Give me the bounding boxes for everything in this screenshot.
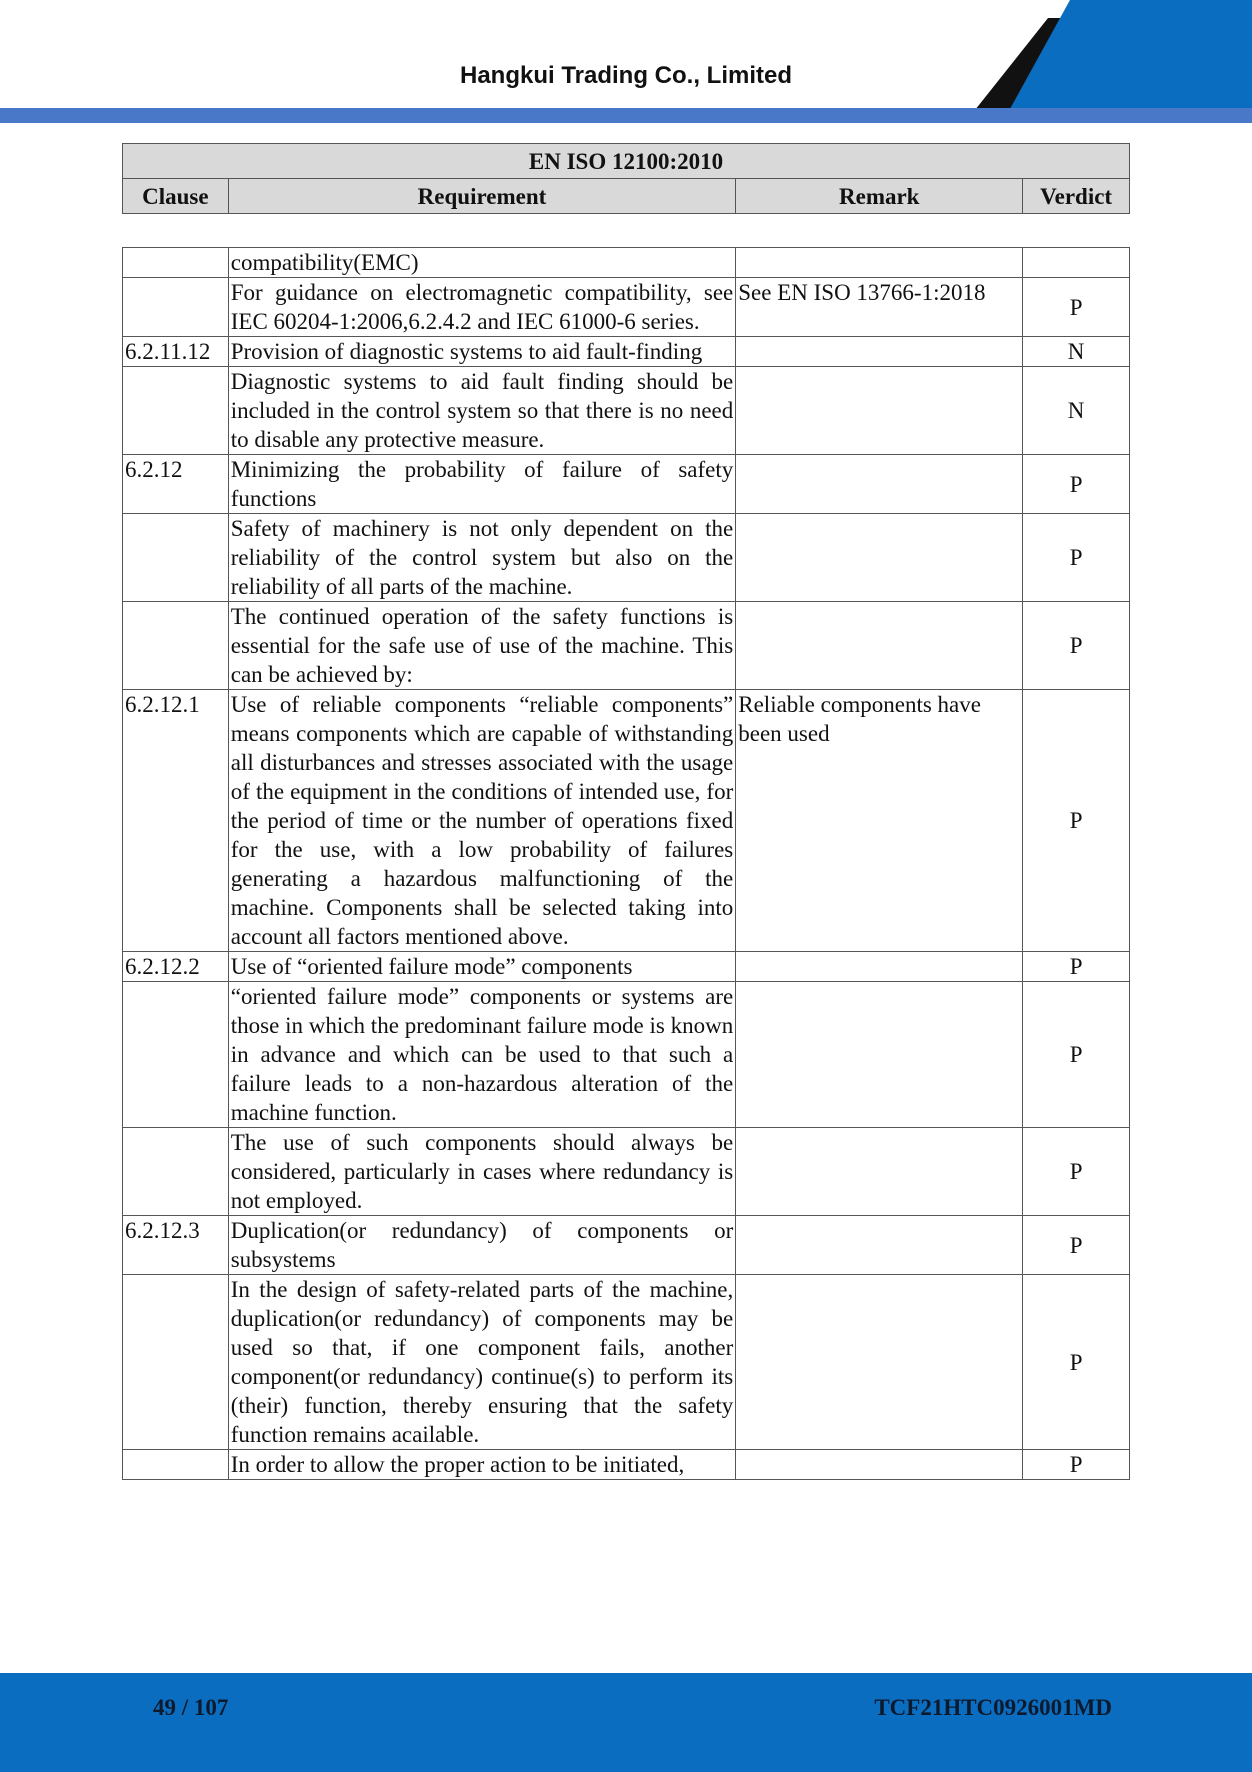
header-blue-block: [1005, 0, 1252, 118]
remark-cell: Reliable components have been used: [736, 690, 1023, 952]
verdict-cell: P: [1023, 690, 1130, 952]
requirement-cell: For guidance on electromagnetic compatibility, see IEC 60204-1:2006,6.2.4.2 and IEC 61000-6 series.: [228, 278, 736, 337]
verdict-cell: P: [1023, 602, 1130, 690]
verdict-cell: P: [1023, 1275, 1130, 1450]
clause-cell: 6.2.12.1: [123, 690, 229, 952]
column-header-requirement: Requirement: [228, 179, 736, 214]
clause-cell: [123, 1275, 229, 1450]
verdict-cell: N: [1023, 367, 1130, 455]
verdict-cell: P: [1023, 952, 1130, 982]
verdict-cell: P: [1023, 514, 1130, 602]
company-name: Hangkui Trading Co., Limited: [459, 62, 792, 89]
clause-cell: [123, 982, 229, 1128]
table-row: [123, 1128, 1130, 1216]
table-row: [123, 1275, 1130, 1450]
verdict-cell: N: [1023, 337, 1130, 367]
remark-cell: [736, 1450, 1023, 1480]
standard-title: EN ISO 12100:2010: [123, 144, 1130, 179]
remark-cell: [736, 1128, 1023, 1216]
requirement-cell: In the design of safety-related parts of the machine, duplication(or redundancy) of components may be used so that, if one component fails, another component(or redundancy) continue(s) to perform its (their) function, thereby ensuring that the safety function remains acailable.: [228, 1275, 736, 1450]
remark-cell: [736, 602, 1023, 690]
table-row: [123, 455, 1130, 514]
remark-cell: [736, 1216, 1023, 1275]
clause-cell: 6.2.11.12: [123, 337, 229, 367]
clause-cell: [123, 602, 229, 690]
remark-cell: [736, 952, 1023, 982]
verdict-cell: P: [1023, 455, 1130, 514]
clause-cell: 6.2.12.2: [123, 952, 229, 982]
table-row: [123, 690, 1130, 952]
remark-cell: [736, 455, 1023, 514]
clause-cell: [123, 367, 229, 455]
clause-cell: 6.2.12: [123, 455, 229, 514]
table-row: [123, 337, 1130, 367]
column-header-remark: Remark: [736, 179, 1023, 214]
verdict-cell: P: [1023, 1450, 1130, 1480]
verdict-cell: [1023, 248, 1130, 278]
page-number: 49 / 107: [153, 1695, 229, 1720]
remark-cell: [736, 367, 1023, 455]
page-header: [0, 0, 1252, 125]
requirement-cell: In order to allow the proper action to be initiated,: [228, 1450, 736, 1480]
requirement-cell: Provision of diagnostic systems to aid fault-finding: [228, 337, 736, 367]
remark-cell: [736, 982, 1023, 1128]
remark-cell: [736, 337, 1023, 367]
requirement-cell: Minimizing the probability of failure of safety functions: [228, 455, 736, 514]
verdict-cell: P: [1023, 1128, 1130, 1216]
clause-cell: [123, 248, 229, 278]
table-row: [123, 1216, 1130, 1275]
table-row: [123, 514, 1130, 602]
requirement-cell: “oriented failure mode” components or systems are those in which the predominant failure mode is known in advance and which can be used to that such a failure leads to a non-hazardous alteration of the machine function.: [228, 982, 736, 1128]
requirement-cell: Use of reliable components “reliable components” means components which are capable of withstanding all disturbances and stresses associated with the usage of the equipment in the conditions of intended use, for the period of time or the number of operations fixed for the use, with a low probability of failures generating a hazardous malfunctioning of the machine. Components shall be selected taking into account all factors mentioned above.: [228, 690, 736, 952]
remark-cell: [736, 1275, 1023, 1450]
verdict-cell: P: [1023, 278, 1130, 337]
table-row: [123, 1450, 1130, 1480]
table-row: [123, 952, 1130, 982]
remark-cell: See EN ISO 13766-1:2018: [736, 278, 1023, 337]
clause-cell: [123, 278, 229, 337]
clause-cell: [123, 1128, 229, 1216]
table-row: [123, 248, 1130, 278]
table-row: [123, 278, 1130, 337]
table-row: [123, 602, 1130, 690]
requirement-cell: The use of such components should always be considered, particularly in cases where redundancy is not employed.: [228, 1128, 736, 1216]
table-body: [123, 248, 1130, 1480]
requirement-cell: compatibility(EMC): [228, 248, 736, 278]
requirement-cell: Duplication(or redundancy) of components or subsystems: [228, 1216, 736, 1275]
clause-cell: 6.2.12.3: [123, 1216, 229, 1275]
verdict-cell: P: [1023, 1216, 1130, 1275]
report-number: TCF21HTC0926001MD: [874, 1695, 1112, 1720]
clause-cell: [123, 1450, 229, 1480]
remark-cell: [736, 248, 1023, 278]
requirement-cell: Safety of machinery is not only dependent on the reliability of the control system but also on the reliability of all parts of the machine.: [228, 514, 736, 602]
table-row: [123, 367, 1130, 455]
requirement-cell: Diagnostic systems to aid fault finding should be included in the control system so that there is no need to disable any protective measure.: [228, 367, 736, 455]
column-header-verdict: Verdict: [1023, 179, 1130, 214]
verdict-cell: P: [1023, 982, 1130, 1128]
remark-cell: [736, 514, 1023, 602]
requirement-cell: Use of “oriented failure mode” components: [228, 952, 736, 982]
table-row: [123, 982, 1130, 1128]
clause-cell: [123, 514, 229, 602]
table-header: [122, 143, 1130, 214]
requirements-table: [122, 247, 1130, 1480]
requirement-cell: The continued operation of the safety functions is essential for the safe use of use of the machine. This can be achieved by:: [228, 602, 736, 690]
page-footer: [0, 1673, 1252, 1772]
column-header-clause: Clause: [123, 179, 229, 214]
header-band: [0, 108, 1252, 123]
